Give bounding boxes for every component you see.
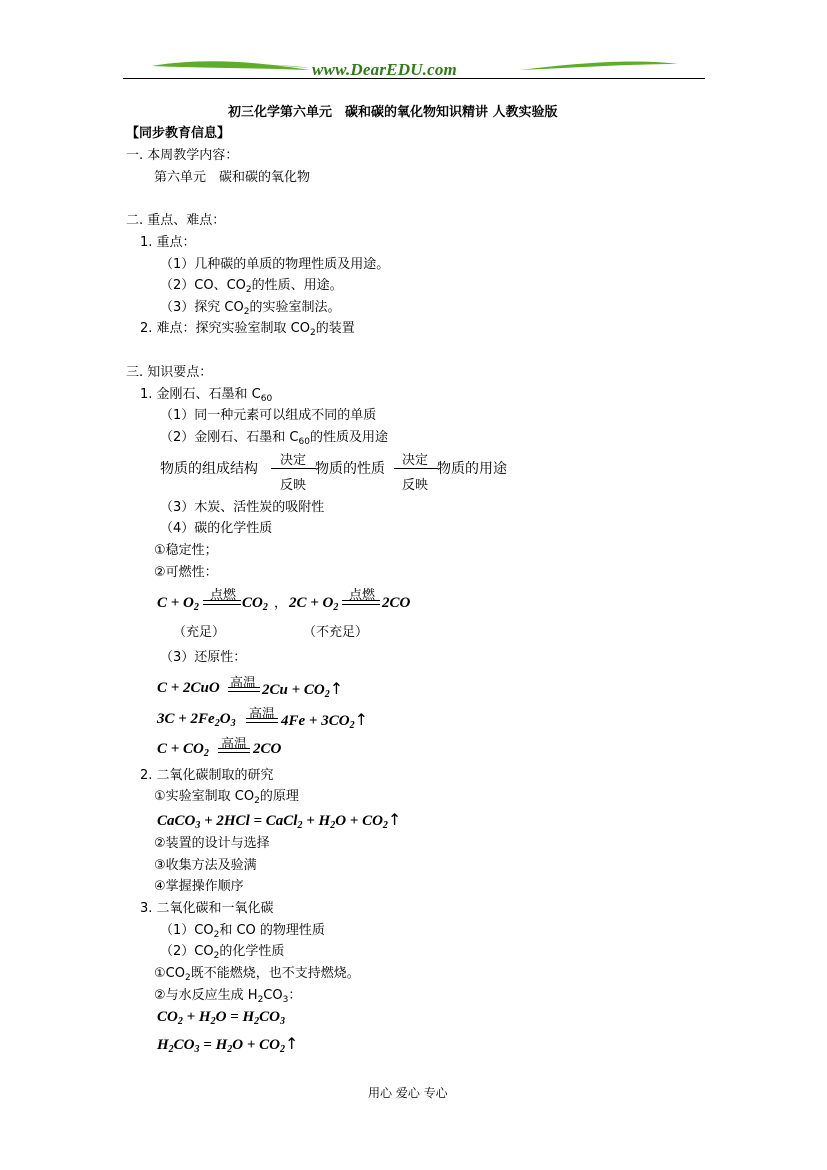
- footer-motto: 用心 爱心 专心: [368, 1086, 448, 1100]
- eq5-left: $C + CO_2$: [157, 741, 209, 759]
- rel-line-1: [271, 468, 316, 469]
- rel-use: 物质的用途: [437, 461, 507, 477]
- s3-stable: ①稳定性；: [154, 543, 218, 558]
- eq5-condition: 高温: [221, 737, 248, 752]
- rel-top-2: 决定: [402, 453, 429, 468]
- eq8: $H_2CO_3 = H_2O$ + $CO_2↑$: [157, 1034, 299, 1055]
- rel-property: 物质的性质: [315, 461, 385, 477]
- eq1-condition: 点燃: [210, 588, 237, 603]
- s3-reducing: （3）还原性：: [160, 650, 247, 665]
- s3-item2c: ③收集方法及验满: [154, 858, 257, 873]
- eq4-sign: [246, 718, 278, 723]
- s3-item1b: （2）金刚石、石墨和 $C_{60}$的性质及用途: [160, 430, 388, 447]
- s2-k3: （3）探究 $CO_2$的实验室制法。: [160, 300, 341, 317]
- eq4-condition: 高温: [249, 707, 276, 722]
- s3-item3c: $①CO_2$既不能燃烧，也不支持燃烧。: [154, 966, 360, 983]
- s3-item2: 2. 二氧化碳制取的研究: [140, 768, 274, 783]
- eq5-sign: [218, 748, 250, 753]
- label-not-enough: （不充足）: [303, 625, 369, 640]
- s2-k1: （1）几种碳的单质的物理性质及用途。: [160, 257, 390, 272]
- eq-comma: ，: [274, 596, 288, 611]
- eq2-left: $2C + O_2$: [289, 595, 339, 613]
- eq4-left: $3C + 2Fe_2O_3$: [157, 711, 236, 729]
- eq3-left: C + 2CuO: [157, 680, 220, 696]
- eq1-left: $C + O_2$: [157, 595, 199, 613]
- eq3-condition: 高温: [230, 676, 257, 691]
- s3-item3a: $(1)CO_2$和 CO 的物理性质: [160, 923, 325, 940]
- eq6: CaCO$_3$ + 2HCl = CaCl$_2$ + $H_2O$ + $CO_2↑$: [157, 810, 402, 831]
- label-enough: （充足）: [173, 625, 226, 640]
- s1-heading: 一. 本周教学内容：: [126, 148, 239, 163]
- s2-k2: （2）CO、$CO_2$的性质、用途。: [160, 278, 343, 295]
- s3-item2a: ①实验室制取 $CO_2$的原理: [154, 789, 299, 806]
- eq2-sign: [342, 600, 380, 605]
- s2-difficulty: 2. 难点：探究实验室制取 $CO_2$的装置: [140, 321, 355, 338]
- s3-flammable: ②可燃性：: [154, 565, 218, 580]
- s3-item1a: （1）同一种元素可以组成不同的单质: [160, 408, 377, 423]
- s3-item3b: $(2)CO_2$的化学性质: [160, 944, 285, 961]
- site-logo: www.DearEDU.com: [312, 60, 457, 79]
- s3-heading: 三. 知识要点：: [126, 365, 213, 380]
- s3-item3d: ②与水反应生成 $H_2CO_3$：: [154, 988, 302, 1005]
- eq1-sign: [203, 600, 241, 605]
- rel-line-2: [394, 468, 438, 469]
- rel-bottom-2: 反映: [402, 478, 429, 493]
- s3-item3: 3. 二氧化碳和一氧化碳: [140, 901, 274, 916]
- eq1-right: $CO_2$: [242, 595, 268, 613]
- s2-heading: 二. 重点、难点：: [126, 213, 226, 228]
- eq7: $CO_2 + H_2O = H_2CO_3$: [157, 1009, 285, 1027]
- s3-item1d: （4）碳的化学性质: [160, 521, 273, 536]
- s3-item2b: ②装置的设计与选择: [154, 836, 270, 851]
- section-tag: 【同步教育信息】: [126, 126, 231, 141]
- eq5-right: 2CO: [253, 741, 282, 757]
- eq2-right: 2CO: [382, 595, 411, 611]
- document-title: 初三化学第六单元 碳和碳的氧化物知识精讲 人教实验版: [228, 105, 558, 120]
- rel-bottom-1: 反映: [280, 478, 307, 493]
- s1-content: 第六单元 碳和碳的氧化物: [154, 170, 311, 185]
- rel-top-1: 决定: [280, 453, 307, 468]
- eq2-condition: 点燃: [349, 588, 376, 603]
- s3-item1: 1. 金刚石、石墨和 $C_{60}$: [140, 387, 273, 404]
- rel-structure: 物质的组成结构: [160, 461, 258, 477]
- eq3-sign: [228, 687, 260, 692]
- s2-key-label: 1. 重点：: [140, 235, 196, 250]
- s3-item1c: （3）木炭、活性炭的吸附性: [160, 500, 325, 515]
- eq3-right: $2Cu + CO_2↑$: [262, 679, 344, 700]
- eq4-right: $4Fe + 3CO_2↑$: [281, 710, 368, 731]
- s3-item2d: ④掌握操作顺序: [154, 879, 244, 894]
- header-rule: [123, 78, 705, 79]
